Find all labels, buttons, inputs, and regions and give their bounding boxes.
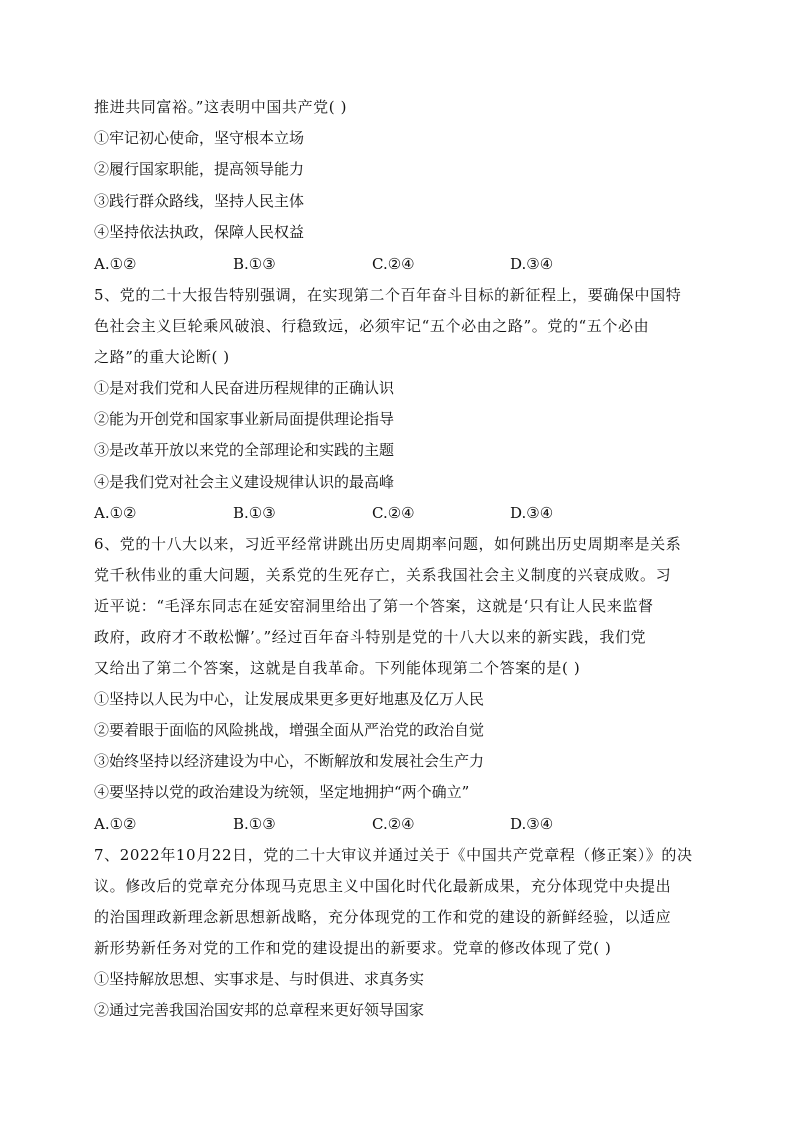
q7-stem-line: 新形势新任务对党的工作和党的建设提出的新要求。党章的修改体现了党( ) — [94, 939, 612, 957]
q4-option-a: A.①② — [94, 255, 137, 273]
q4-stem-line: 推进共同富裕。”这表明中国共产党( ) — [94, 98, 348, 116]
q5-item-2: ②能为开创党和国家事业新局面提供理论指导 — [94, 410, 395, 428]
q5-item-4: ④是我们党对社会主义建设规律认识的最高峰 — [94, 473, 395, 491]
q4-item-1: ①牢记初心使命，坚守根本立场 — [94, 129, 305, 147]
q5-option-d: D.③④ — [510, 504, 554, 522]
q6-item-2: ②要着眼于面临的风险挑战，增强全面从严治党的政治自觉 — [94, 721, 485, 739]
q7-stem-line: 的治国理政新理念新思想新战略，充分体现党的工作和党的建设的新鲜经验，以适应 — [94, 908, 672, 926]
q6-option-a: A.①② — [94, 815, 137, 833]
q6-stem-line: 6、党的十八大以来，习近平经常讲跳出历史周期率问题，如何跳出历史周期率是关系 — [94, 535, 682, 553]
q4-item-2: ②履行国家职能，提高领导能力 — [94, 160, 305, 178]
q4-item-4: ④坚持依法执政，保障人民权益 — [94, 223, 305, 241]
q6-option-c: C.②④ — [372, 815, 415, 833]
q5-item-1: ①是对我们党和人民奋进历程规律的正确认识 — [94, 379, 395, 397]
q7-item-2: ②通过完善我国治国安邦的总章程来更好领导国家 — [94, 1001, 425, 1019]
q7-stem-line: 7、2022年10月22日，党的二十大审议并通过关于《中国共产党章程（修正案）》的决 — [94, 846, 693, 864]
q5-option-c: C.②④ — [372, 504, 415, 522]
q7-item-1: ①坚持解放思想、实事求是、与时俱进、求真务实 — [94, 970, 425, 988]
q7-stem-line: 议。修改后的党章充分体现马克思主义中国化时代化最新成果，充分体现党中央提出 — [94, 877, 672, 895]
q6-item-4: ④要坚持以党的政治建设为统领，坚定地拥护“两个确立” — [94, 783, 470, 801]
q5-stem-line: 5、党的二十大报告特别强调，在实现第二个百年奋斗目标的新征程上，要确保中国特 — [94, 286, 682, 304]
q4-option-d: D.③④ — [510, 255, 554, 273]
q4-option-b: B.①③ — [233, 255, 276, 273]
q6-item-1: ①坚持以人民为中心，让发展成果更多更好地惠及亿万人民 — [94, 690, 485, 708]
q6-option-d: D.③④ — [510, 815, 554, 833]
q6-item-3: ③始终坚持以经济建设为中心，不断解放和发展社会生产力 — [94, 752, 485, 770]
q5-stem-line: 色社会主义巨轮乘风破浪、行稳致远，必须牢记“五个必由之路”。党的“五个必由 — [94, 317, 650, 335]
q4-option-c: C.②④ — [372, 255, 415, 273]
q4-item-3: ③践行群众路线，坚持人民主体 — [94, 192, 305, 210]
q6-stem-line: 又给出了第二个答案，这就是自我革命。下列能体现第二个答案的是( ) — [94, 659, 581, 677]
q5-option-b: B.①③ — [233, 504, 276, 522]
q5-option-a: A.①② — [94, 504, 137, 522]
q6-stem-line: 党千秋伟业的重大问题，关系党的生死存亡，关系我国社会主义制度的兴衰成败。习 — [94, 566, 672, 584]
q6-stem-line: 近平说：“毛泽东同志在延安窑洞里给出了第一个答案，这就是‘只有让人民来监督 — [94, 597, 654, 615]
q5-stem-line: 之路”的重大论断( ) — [94, 348, 230, 366]
q6-option-b: B.①③ — [233, 815, 276, 833]
q5-item-3: ③是改革开放以来党的全部理论和实践的主题 — [94, 441, 395, 459]
q6-stem-line: 政府，政府才不敢松懈’。”经过百年奋斗特别是党的十八大以来的新实践，我们党 — [94, 628, 647, 646]
